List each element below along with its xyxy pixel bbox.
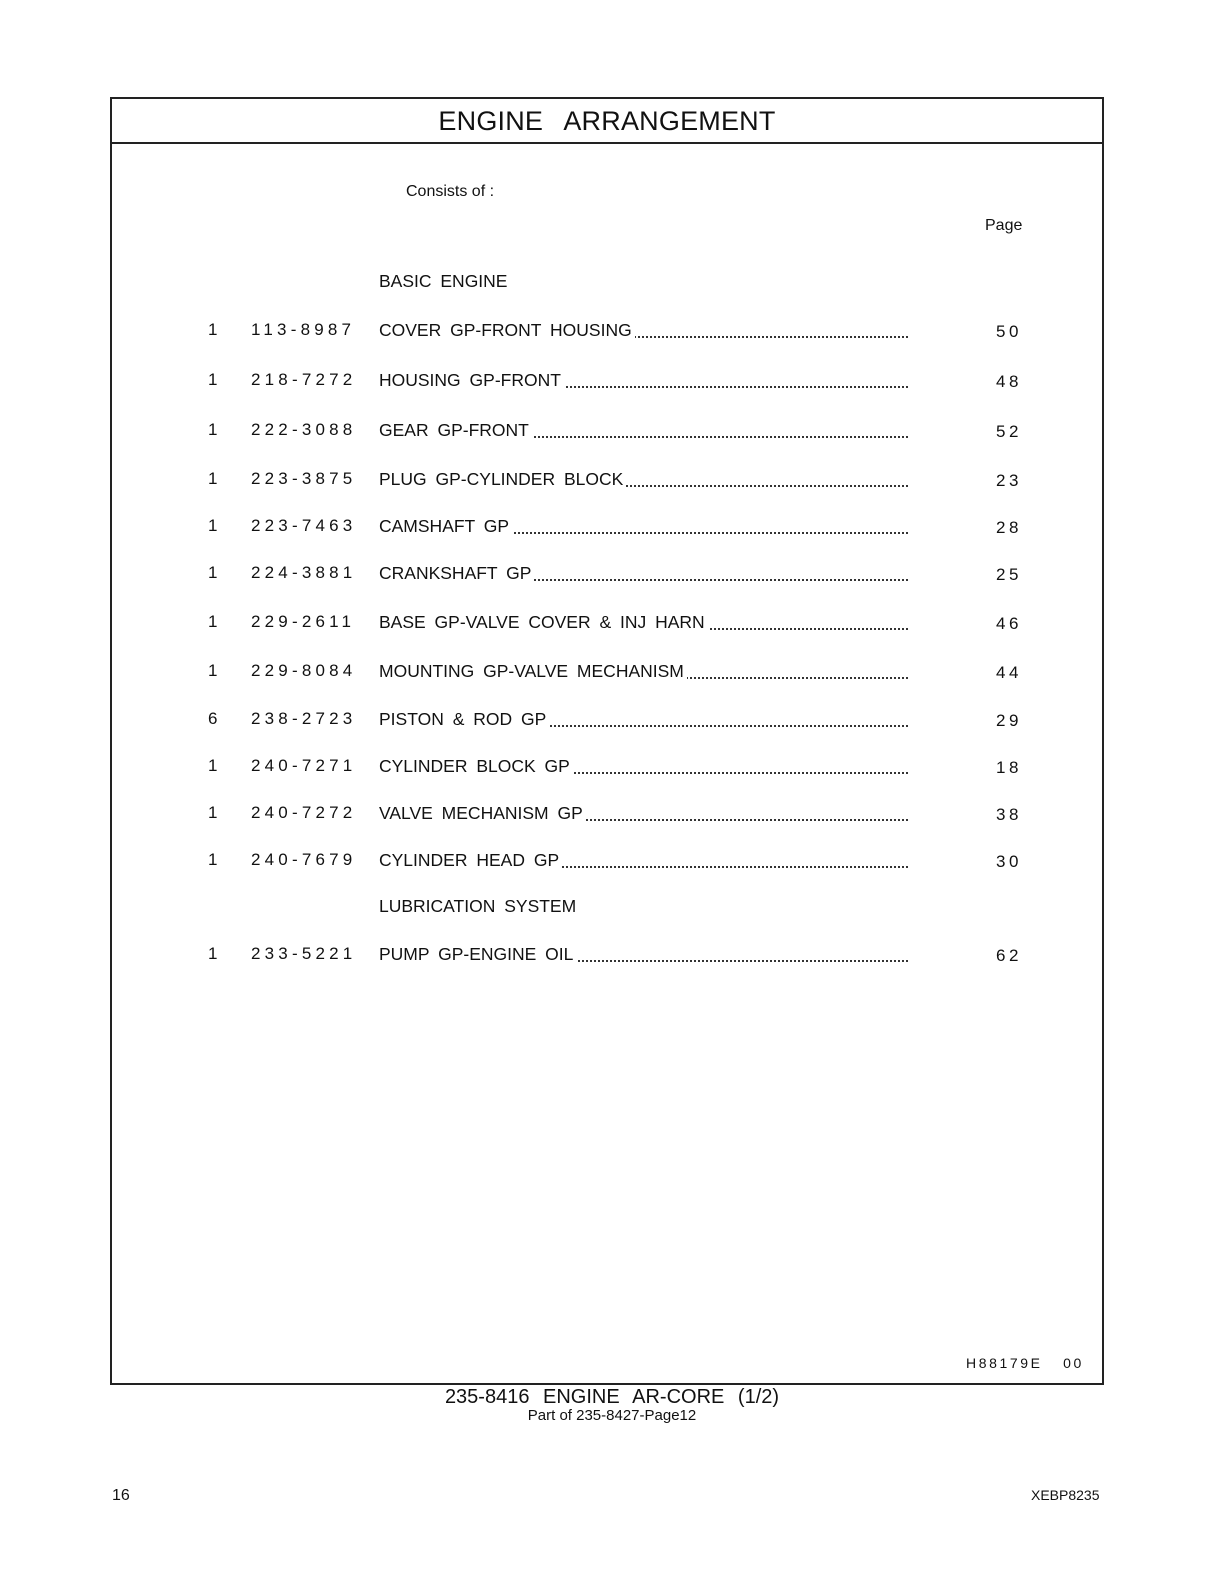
item-page: 48: [996, 372, 1023, 391]
page-column-header: Page: [985, 217, 1023, 234]
item-page: 23: [996, 471, 1023, 490]
section-heading-basic-engine: BASIC ENGINE: [379, 271, 508, 291]
table-row: [112, 661, 1102, 685]
item-part-number: 240-7271: [251, 756, 357, 775]
table-row: [112, 612, 1102, 636]
item-description: CRANKSHAFT GP: [379, 563, 908, 587]
table-row: [112, 803, 1102, 827]
item-qty: 1: [208, 850, 218, 869]
table-row: [112, 944, 1102, 968]
item-page: 30: [996, 852, 1023, 871]
item-page: 46: [996, 614, 1023, 633]
item-description: CAMSHAFT GP: [379, 516, 908, 540]
table-row: [112, 850, 1102, 874]
consists-of-label: Consists of :: [406, 183, 495, 200]
item-qty: 1: [208, 803, 218, 822]
item-qty: 1: [208, 420, 218, 439]
table-row: [112, 756, 1102, 780]
item-qty: 1: [208, 516, 218, 535]
item-description: HOUSING GP-FRONT: [379, 370, 908, 394]
item-description: GEAR GP-FRONT: [379, 420, 908, 444]
caption-subtitle: Part of 235-8427-Page12: [527, 1407, 697, 1424]
item-part-number: 113-8987: [251, 320, 356, 339]
item-description: CYLINDER BLOCK GP: [379, 756, 908, 780]
document-id: XEBP8235: [1031, 1487, 1100, 1503]
table-row: [112, 709, 1102, 733]
page-number: 16: [112, 1487, 130, 1504]
item-description: PLUG GP-CYLINDER BLOCK: [379, 469, 908, 493]
item-qty: 1: [208, 944, 218, 963]
item-page: 62: [996, 946, 1023, 965]
item-part-number: 224-3881: [251, 563, 357, 582]
section-heading-lubrication-system: LUBRICATION SYSTEM: [379, 896, 577, 916]
item-qty: 1: [208, 612, 218, 631]
item-qty: 1: [208, 469, 218, 488]
table-row: [112, 516, 1102, 540]
table-row: [112, 563, 1102, 587]
table-row: [112, 420, 1102, 444]
item-description: PISTON & ROD GP: [379, 709, 908, 733]
item-part-number: 233-5221: [251, 944, 357, 963]
item-qty: 1: [208, 661, 218, 680]
caption-title: 235-8416 ENGINE AR-CORE (1/2): [444, 1386, 780, 1408]
item-page: 28: [996, 518, 1023, 537]
item-description: COVER GP-FRONT HOUSING: [379, 320, 908, 344]
item-part-number: 229-2611: [251, 612, 356, 631]
item-qty: 1: [208, 563, 218, 582]
item-page: 38: [996, 805, 1023, 824]
item-part-number: 240-7679: [251, 850, 357, 869]
illustration-code: H88179E 00: [966, 1355, 1084, 1371]
item-qty: 1: [208, 320, 218, 339]
item-part-number: 238-2723: [251, 709, 357, 728]
table-row: [112, 370, 1102, 394]
item-description: CYLINDER HEAD GP: [379, 850, 908, 874]
item-page: 50: [996, 322, 1023, 341]
item-page: 25: [996, 565, 1023, 584]
item-part-number: 223-3875: [251, 469, 357, 488]
item-page: 44: [996, 663, 1023, 682]
item-part-number: 223-7463: [251, 516, 357, 535]
item-part-number: 229-8084: [251, 661, 357, 680]
parts-frame: [110, 97, 1104, 1385]
item-part-number: 222-3088: [251, 420, 357, 439]
item-description: VALVE MECHANISM GP: [379, 803, 908, 827]
item-description: MOUNTING GP-VALVE MECHANISM: [379, 661, 908, 685]
item-page: 52: [996, 422, 1023, 441]
item-part-number: 218-7272: [251, 370, 357, 389]
figure-caption: [0, 1386, 1224, 1424]
table-row: [112, 320, 1102, 344]
item-part-number: 240-7272: [251, 803, 357, 822]
page-title: ENGINE ARRANGEMENT: [112, 99, 1102, 144]
item-page: 18: [996, 758, 1023, 777]
item-description: PUMP GP-ENGINE OIL: [379, 944, 908, 968]
item-qty: 1: [208, 370, 218, 389]
item-page: 29: [996, 711, 1023, 730]
item-description: BASE GP-VALVE COVER & INJ HARN: [379, 612, 908, 636]
item-qty: 1: [208, 756, 218, 775]
table-row: [112, 469, 1102, 493]
item-qty: 6: [208, 709, 218, 728]
